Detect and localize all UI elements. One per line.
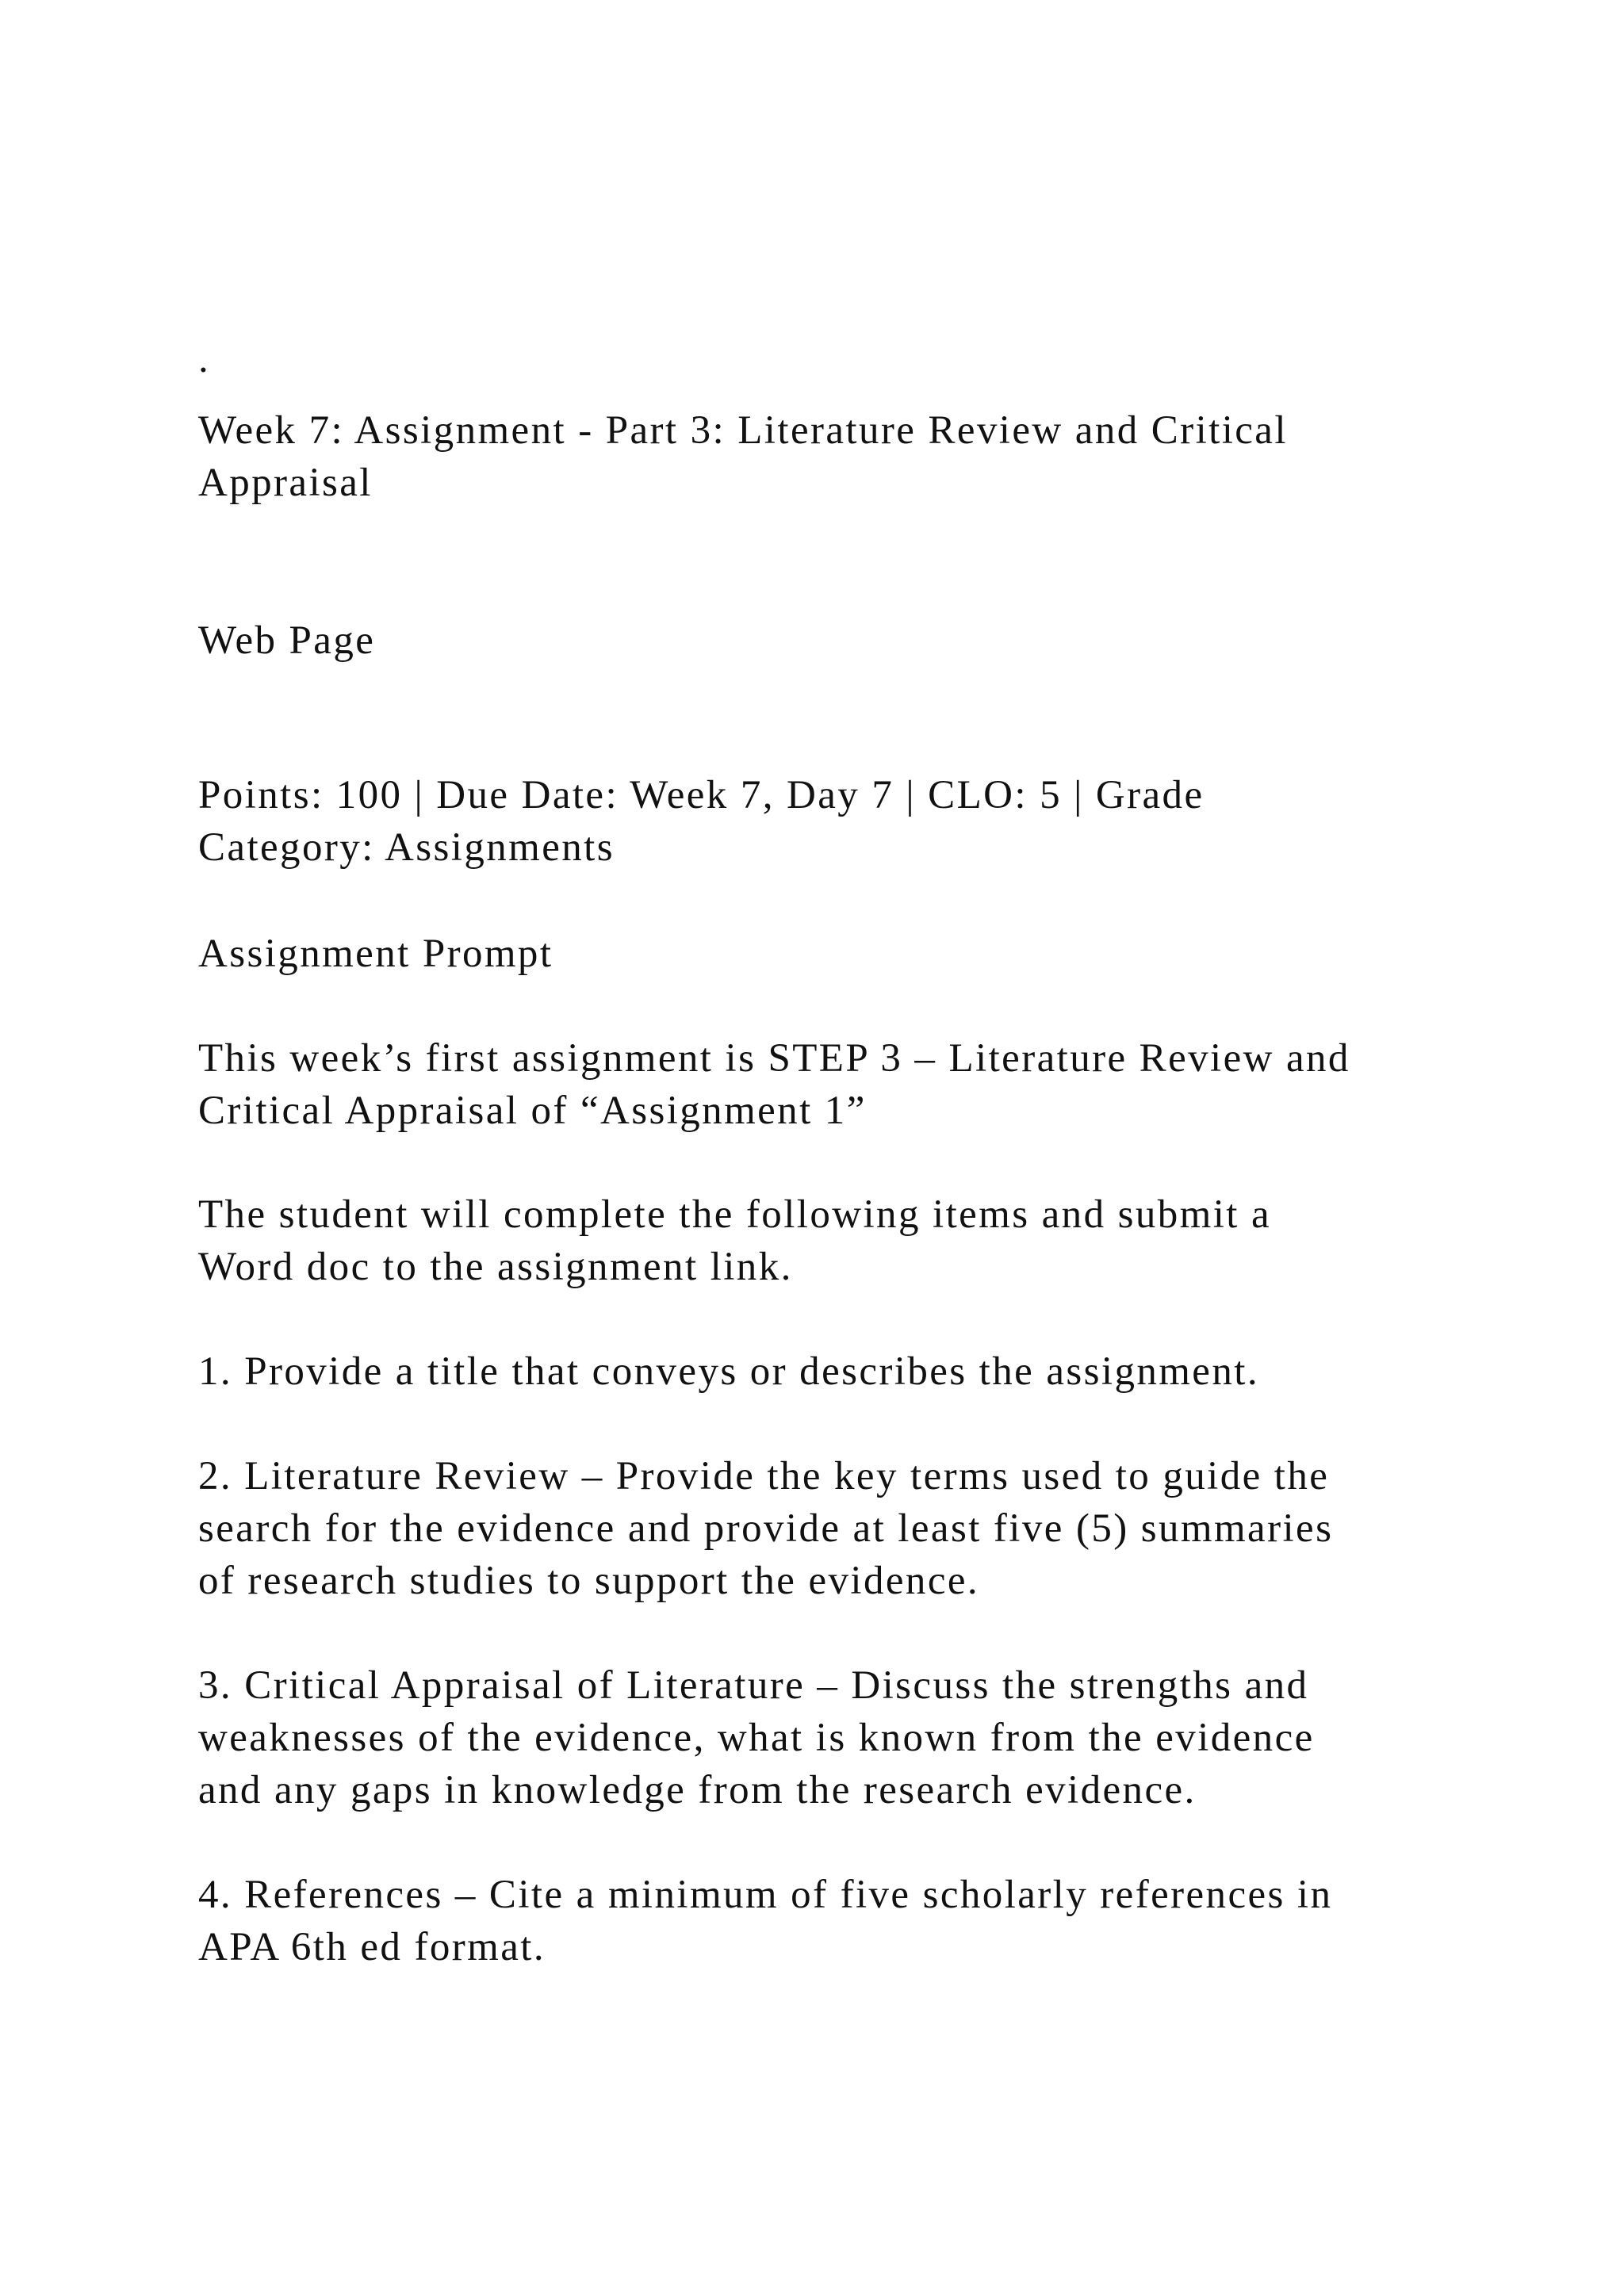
leading-dot: . <box>198 337 211 381</box>
assignment-meta: Points: 100 | Due Date: Week 7, Day 7 | CLO: 5 | Grade Category: Assignments <box>198 773 1205 870</box>
submission-instructions: The student will complete the following items and submit a Word doc to the assignment link. <box>198 1192 1272 1289</box>
assignment-title: Week 7: Assignment - Part 3: Literature Review and Critical Appraisal <box>198 408 1288 505</box>
list-item: 3. Critical Appraisal of Literature – Discuss the strengths and weaknesses of the evidence, what is known from the evidence and any gaps in knowledge from the research evidence. <box>198 1663 1315 1812</box>
list-item: 2. Literature Review – Provide the key terms used to guide the search for the evidence and provide at least five (5) summaries of research studies to support the evidence. <box>198 1454 1334 1603</box>
list-item: 1. Provide a title that conveys or describes the assignment. <box>198 1349 1259 1394</box>
content-type-label: Web Page <box>198 618 376 663</box>
prompt-intro: This week’s first assignment is STEP 3 – Literature Review and Critical Appraisal of “Assignment 1” <box>198 1036 1350 1133</box>
list-item: 4. References – Cite a minimum of five scholarly references in APA 6th ed format. <box>198 1873 1333 1969</box>
prompt-heading: Assignment Prompt <box>198 932 553 976</box>
